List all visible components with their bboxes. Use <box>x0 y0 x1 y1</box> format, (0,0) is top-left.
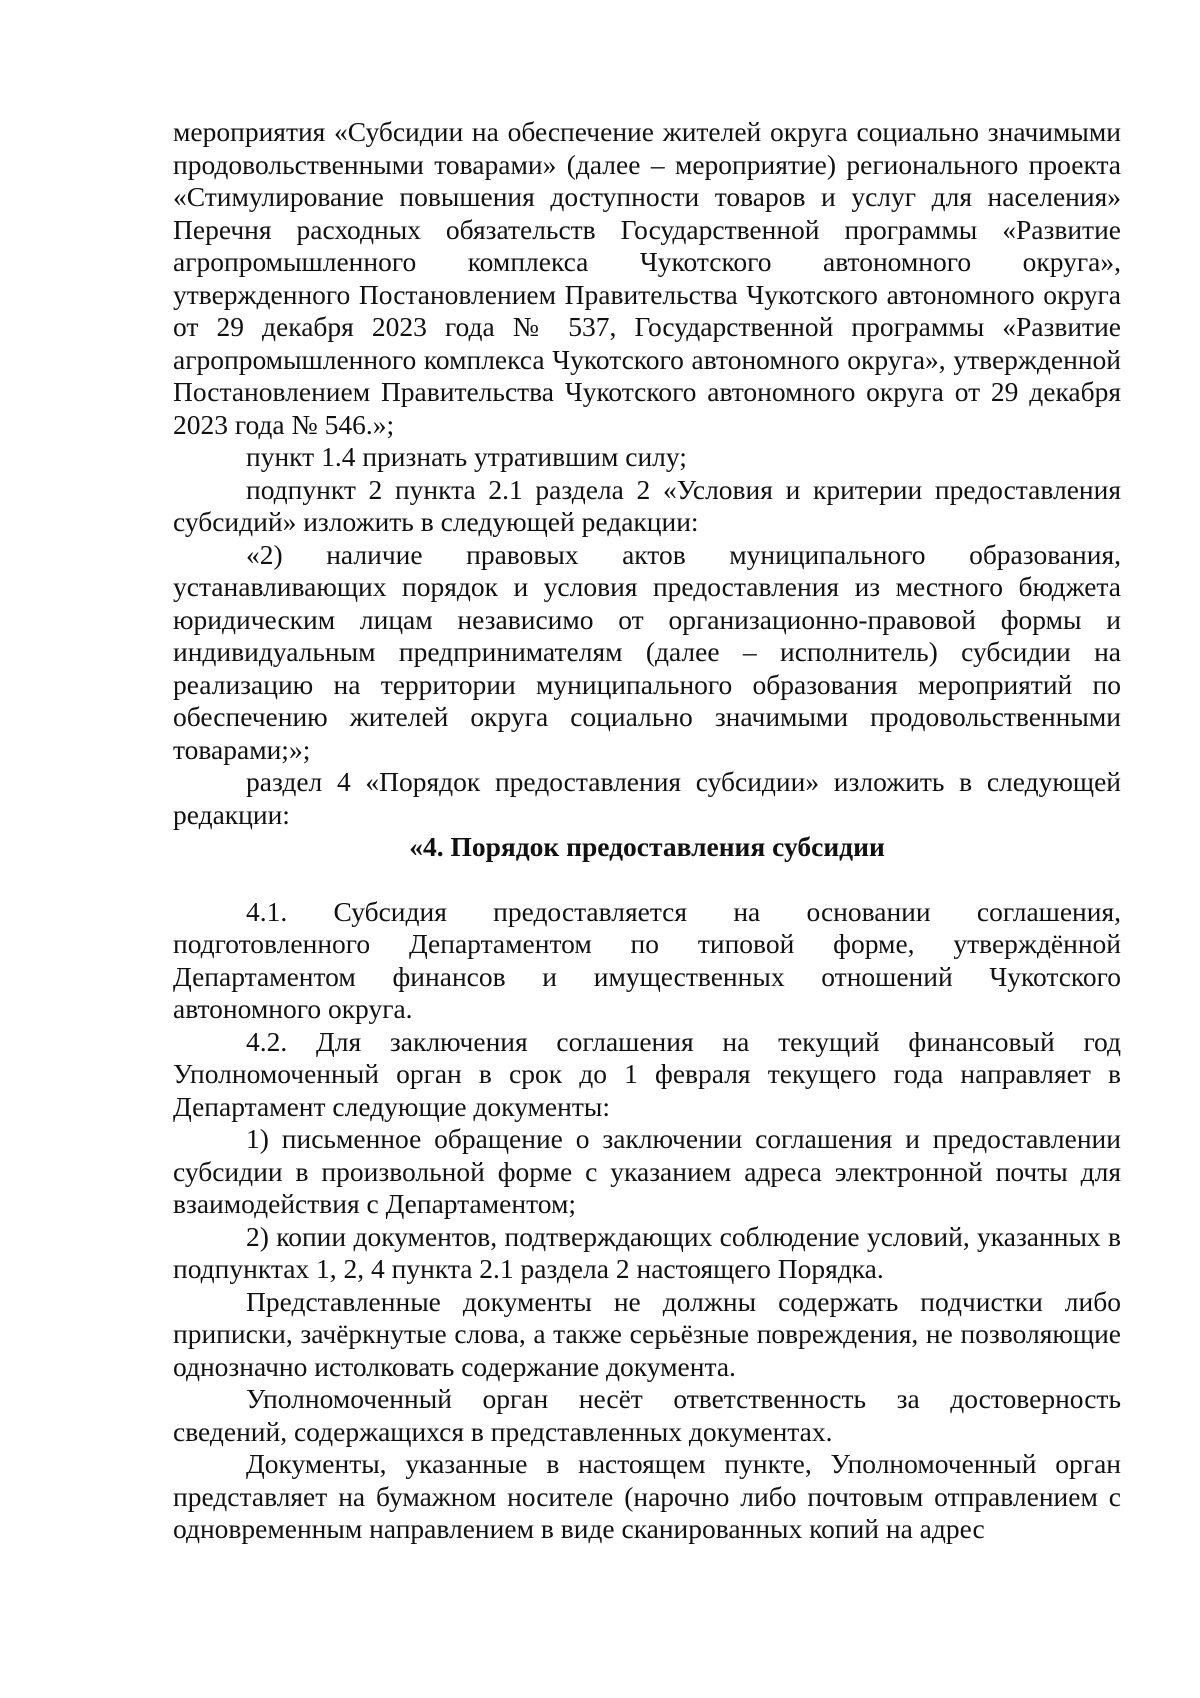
paragraph-4-1: 4.1. Субсидия предоставляется на основании соглашения, подготовленного Департаментом по типовой форме, утверждённой Департаментом финансов и имущественных отношений Чукотского автономного округа. <box>173 895 1121 1024</box>
paragraph-submission: Документы, указанные в настоящем пункте, Уполномоченный орган представляет на бумажном носителе (нарочно либо почтовым отправлением с одновременным направлением в виде сканированных копий на адрес <box>173 1448 1121 1544</box>
document-page <box>173 116 1121 1546</box>
paragraph-responsibility: Уполномоченный орган несёт ответственность за достоверность сведений, содержащихся в представленных документах. <box>173 1383 1121 1447</box>
paragraph-documents-requirements: Представленные документы не должны содержать подчистки либо приписки, зачёркнутые слова, а также серьёзные повреждения, не позволяющие однозначно истолковать содержание документа. <box>173 1285 1121 1382</box>
paragraph-section-4-intro: раздел 4 «Порядок предоставления субсидии» изложить в следующей редакции: <box>173 766 1121 830</box>
paragraph-subitem-2-1: подпункт 2 пункта 2.1 раздела 2 «Условия и критерии предоставления субсидий» изложить в следующей редакции: <box>173 473 1121 537</box>
paragraph-quoted-item-2: «2) наличие правовых актов муниципального образования, устанавливающих порядок и условия предоставления из местного бюджета юридическим лицам независимо от организационно-правовой формы и индивидуальным предпринимателям (далее – исполнитель) субсидии на реализацию на территории муниципального образования мероприятий по обеспечению жителей округа социально значимыми продовольственными товарами;»; <box>173 538 1121 765</box>
paragraph-continuation: мероприятия «Субсидии на обеспечение жителей округа социально значимыми продовольственными товарами» (далее – мероприятие) регионального проекта «Стимулирование повышения доступности товаров и услуг для населения» Перечня расходных обязательств Государственной программы «Развитие агропромышленного комплекса Чукотского автономного округа», утвержденного Постановлением Правительства Чукотского автономного округа от 29 декабря 2023 года № 537, Государственной программы «Развитие агропромышленного комплекса Чукотского автономного округа», утвержденной Постановлением Правительства Чукотского автономного округа от 29 декабря 2023 года № 546.»; <box>173 116 1121 440</box>
section-heading: «4. Порядок предоставления субсидии <box>409 831 885 862</box>
paragraph-item-1-4: пункт 1.4 признать утратившим силу; <box>246 441 687 472</box>
paragraph-4-2-item-1: 1) письменное обращение о заключении соглашения и предоставлении субсидии в произвольной форме с указанием адреса электронной почты для взаимодействия с Департаментом; <box>173 1123 1121 1219</box>
paragraph-4-2-item-2: 2) копии документов, подтверждающих соблюдение условий, указанных в подпунктах 1, 2, 4 пункта 2.1 раздела 2 настоящего Порядка. <box>173 1220 1121 1284</box>
paragraph-4-2: 4.2. Для заключения соглашения на текущий финансовый год Уполномоченный орган в срок до 1 февраля текущего года направляет в Департамент следующие документы: <box>173 1025 1121 1122</box>
